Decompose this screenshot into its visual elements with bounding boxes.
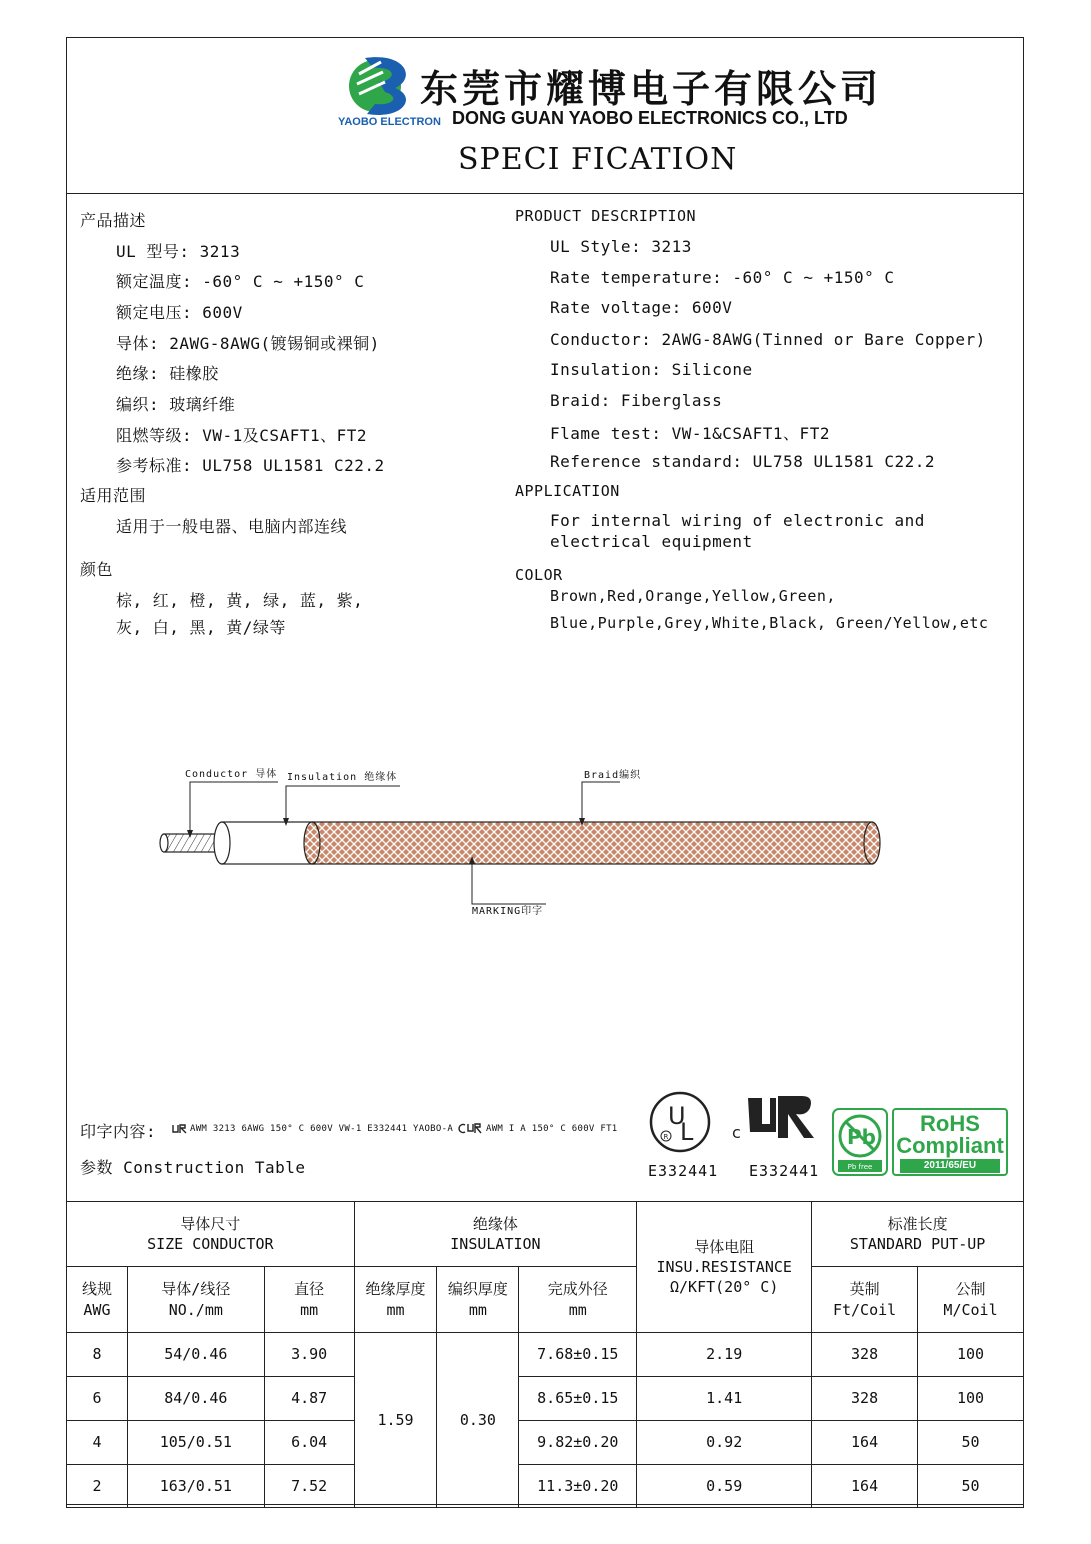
cell-od: 8.65±0.15 xyxy=(519,1377,637,1421)
cell-res: 1.41 xyxy=(637,1377,812,1421)
desc-en-item: Flame test: VW-1&CSAFT1、FT2 xyxy=(550,424,830,443)
col-no-cn: 导体/线径 xyxy=(161,1280,231,1299)
color-cn-heading: 颜色 xyxy=(80,560,114,579)
cell-ins-thickness: 1.59 xyxy=(354,1333,437,1508)
col-no-en: NO./mm xyxy=(168,1300,223,1319)
color-en-line: Blue,Purple,Grey,White,Black, Green/Yellow,etc xyxy=(550,614,989,632)
svg-text:L: L xyxy=(680,1118,694,1146)
cell-ft: 164 xyxy=(812,1421,918,1465)
header-put-up xyxy=(812,1202,1024,1267)
pb-text: Pb xyxy=(847,1125,876,1149)
col-m xyxy=(918,1267,1024,1333)
table-row xyxy=(67,1333,1024,1377)
app-en-heading: APPLICATION xyxy=(515,482,620,500)
desc-cn-item: 额定电压: 600V xyxy=(116,303,243,322)
col-m-cn: 公制 xyxy=(955,1280,986,1299)
app-en-line: electrical equipment xyxy=(550,532,753,551)
col-ft xyxy=(812,1267,918,1333)
col-ins-thick xyxy=(354,1267,437,1333)
desc-en-item: Conductor: 2AWG-8AWG(Tinned or Bare Copper) xyxy=(550,330,986,349)
insulation-label: Insulation 绝缘体 xyxy=(287,772,398,783)
construction-table xyxy=(66,1201,1024,1508)
col-m-en: M/Coil xyxy=(943,1300,998,1319)
braid-shape xyxy=(312,822,872,864)
col-awg xyxy=(67,1267,128,1333)
cell-no: 163/0.51 xyxy=(127,1465,264,1508)
desc-cn-item: 参考标准: UL758 UL1581 C22.2 xyxy=(116,456,385,475)
marking-heading: 印字内容: xyxy=(80,1122,157,1141)
marking-text-cul: AWM I A 150° C 600V FT1 xyxy=(486,1124,618,1134)
desc-cn-item: UL 型号: 3213 xyxy=(116,242,241,261)
desc-en-item: Insulation: Silicone xyxy=(550,360,753,379)
ul-logo-icon xyxy=(648,1090,712,1154)
desc-en-heading: PRODUCT DESCRIPTION xyxy=(515,207,697,225)
marking-text-ul: AWM 3213 6AWG 150° C 600V VW-1 E332441 YAOBO-A xyxy=(190,1124,454,1134)
pb-caption: Pb free xyxy=(847,1163,873,1171)
cell-no: 84/0.46 xyxy=(127,1377,264,1421)
table-row xyxy=(67,1421,1024,1465)
color-cn-line: 灰, 白, 黑, 黄/绿等 xyxy=(116,618,286,637)
desc-en-item: Reference standard: UL758 UL1581 C22.2 xyxy=(550,452,936,471)
cell-awg: 6 xyxy=(67,1377,128,1421)
rohs-directive: 2011/65/EU xyxy=(900,1159,1000,1173)
desc-cn-item: 额定温度: -60° C ~ +150° C xyxy=(116,272,365,291)
cell-od: 9.82±0.20 xyxy=(519,1421,637,1465)
color-en-heading: COLOR xyxy=(515,566,563,584)
svg-text:U: U xyxy=(668,1102,686,1130)
logo-text: YAOBO ELECTRON xyxy=(338,116,441,128)
cur-mark-icon xyxy=(458,1123,484,1134)
col-awg-en: AWG xyxy=(83,1300,111,1319)
desc-en-item: Braid: Fiberglass xyxy=(550,391,723,410)
header-ins-en: INSULATION xyxy=(450,1235,541,1253)
col-od-cn: 完成外径 xyxy=(547,1280,608,1299)
cell-ft: 164 xyxy=(812,1465,918,1508)
cell-dia: 3.90 xyxy=(264,1333,354,1377)
color-en-line: Brown,Red,Orange,Yellow,Green, xyxy=(550,587,836,605)
ul-file-number: E332441 xyxy=(648,1162,719,1180)
desc-en-item: Rate voltage: 600V xyxy=(550,298,733,317)
braid-label: Braid编织 xyxy=(584,770,642,781)
desc-cn-item: 编织: 玻璃纤维 xyxy=(116,395,236,414)
col-braid-cn: 编织厚度 xyxy=(447,1280,508,1299)
desc-cn-item: 导体: 2AWG-8AWG(镀锡铜或裸铜) xyxy=(116,334,380,353)
marking-label: MARKING印字 xyxy=(472,906,544,917)
col-dia xyxy=(264,1267,354,1333)
svg-text:c: c xyxy=(732,1123,741,1142)
header-put-en: STANDARD PUT-UP xyxy=(849,1235,986,1253)
cell-m: 100 xyxy=(918,1333,1024,1377)
header-put-cn: 标准长度 xyxy=(887,1214,948,1233)
cell-awg: 8 xyxy=(67,1333,128,1377)
cell-od: 11.3±0.20 xyxy=(519,1465,637,1508)
ur-mark-icon xyxy=(172,1124,188,1134)
col-od-en: mm xyxy=(568,1300,587,1319)
desc-en-item: Rate temperature: -60° C ~ +150° C xyxy=(550,268,895,287)
header-res-en: INSU.RESISTANCE xyxy=(656,1257,792,1276)
desc-cn-heading: 产品描述 xyxy=(80,211,147,230)
col-no xyxy=(127,1267,264,1333)
cell-dia: 6.04 xyxy=(264,1421,354,1465)
cell-dia: 4.87 xyxy=(264,1377,354,1421)
header-size-cn: 导体尺寸 xyxy=(180,1214,241,1233)
col-od xyxy=(519,1267,637,1333)
page-title: SPECI FICATION xyxy=(458,142,738,177)
cul-file-number: E332441 xyxy=(749,1162,820,1180)
cell-ft: 328 xyxy=(812,1377,918,1421)
rohs-compliant: Compliant xyxy=(896,1133,1004,1158)
col-thick-cn: 绝缘厚度 xyxy=(365,1280,426,1299)
app-en-line: For internal wiring of electronic and xyxy=(550,511,925,530)
insulation-shape xyxy=(222,822,314,864)
pb-free-icon xyxy=(832,1108,888,1176)
cell-ft: 328 xyxy=(812,1333,918,1377)
cell-m: 50 xyxy=(918,1421,1024,1465)
header-res-unit: Ω/KFT(20° C) xyxy=(670,1278,779,1297)
header-ins-cn: 绝缘体 xyxy=(472,1214,518,1233)
cell-m: 100 xyxy=(918,1377,1024,1421)
cell-awg: 2 xyxy=(67,1465,128,1508)
company-name-en: DONG GUAN YAOBO ELECTRONICS CO., LTD xyxy=(452,108,848,128)
cell-res: 0.59 xyxy=(637,1465,812,1508)
rohs-badge xyxy=(892,1108,1008,1176)
yaobo-logo-icon xyxy=(345,52,417,118)
cell-awg: 4 xyxy=(67,1421,128,1465)
cell-no: 105/0.51 xyxy=(127,1421,264,1465)
cell-m: 50 xyxy=(918,1465,1024,1508)
cell-braid-thickness: 0.30 xyxy=(437,1333,519,1508)
company-name-cn: 东莞市耀博电子有限公司 xyxy=(420,67,883,111)
col-ft-cn: 英制 xyxy=(849,1280,880,1299)
app-cn-text: 适用于一般电器、电脑内部连线 xyxy=(116,517,348,536)
col-thick-en: mm xyxy=(386,1300,405,1319)
cell-no: 54/0.46 xyxy=(127,1333,264,1377)
cell-res: 0.92 xyxy=(637,1421,812,1465)
svg-text:R: R xyxy=(663,1133,669,1141)
header-insulation xyxy=(354,1202,637,1267)
header-size-en: SIZE CONDUCTOR xyxy=(147,1235,274,1253)
header-size-conductor xyxy=(67,1202,355,1267)
header-res-cn: 导体电阻 xyxy=(694,1237,755,1256)
table-row xyxy=(67,1377,1024,1421)
header-resistance xyxy=(637,1202,812,1333)
cell-res: 2.19 xyxy=(637,1333,812,1377)
cell-dia: 7.52 xyxy=(264,1465,354,1508)
col-dia-cn: 直径 xyxy=(294,1280,325,1299)
col-awg-cn: 线规 xyxy=(81,1280,112,1299)
col-braid-thick xyxy=(437,1267,519,1333)
header-divider xyxy=(66,193,1024,194)
color-cn-line: 棕, 红, 橙, 黄, 绿, 蓝, 紫, xyxy=(116,591,364,610)
rohs-title: RoHS xyxy=(920,1111,980,1136)
cable-diagram xyxy=(150,760,890,920)
col-dia-en: mm xyxy=(300,1300,319,1319)
construction-table-label: 参数 Construction Table xyxy=(80,1158,306,1177)
desc-cn-item: 绝缘: 硅橡胶 xyxy=(116,364,219,383)
col-ft-en: Ft/Coil xyxy=(832,1300,897,1319)
cell-od: 7.68±0.15 xyxy=(519,1333,637,1377)
desc-cn-item: 阻燃等级: VW-1及CSAFT1、FT2 xyxy=(116,426,367,445)
conductor-label: Conductor 导体 xyxy=(185,769,278,780)
table-row xyxy=(67,1465,1024,1508)
app-cn-heading: 适用范围 xyxy=(80,486,147,505)
desc-en-item: UL Style: 3213 xyxy=(550,237,692,256)
col-braid-en: mm xyxy=(468,1300,487,1319)
cul-logo-icon xyxy=(730,1092,818,1148)
